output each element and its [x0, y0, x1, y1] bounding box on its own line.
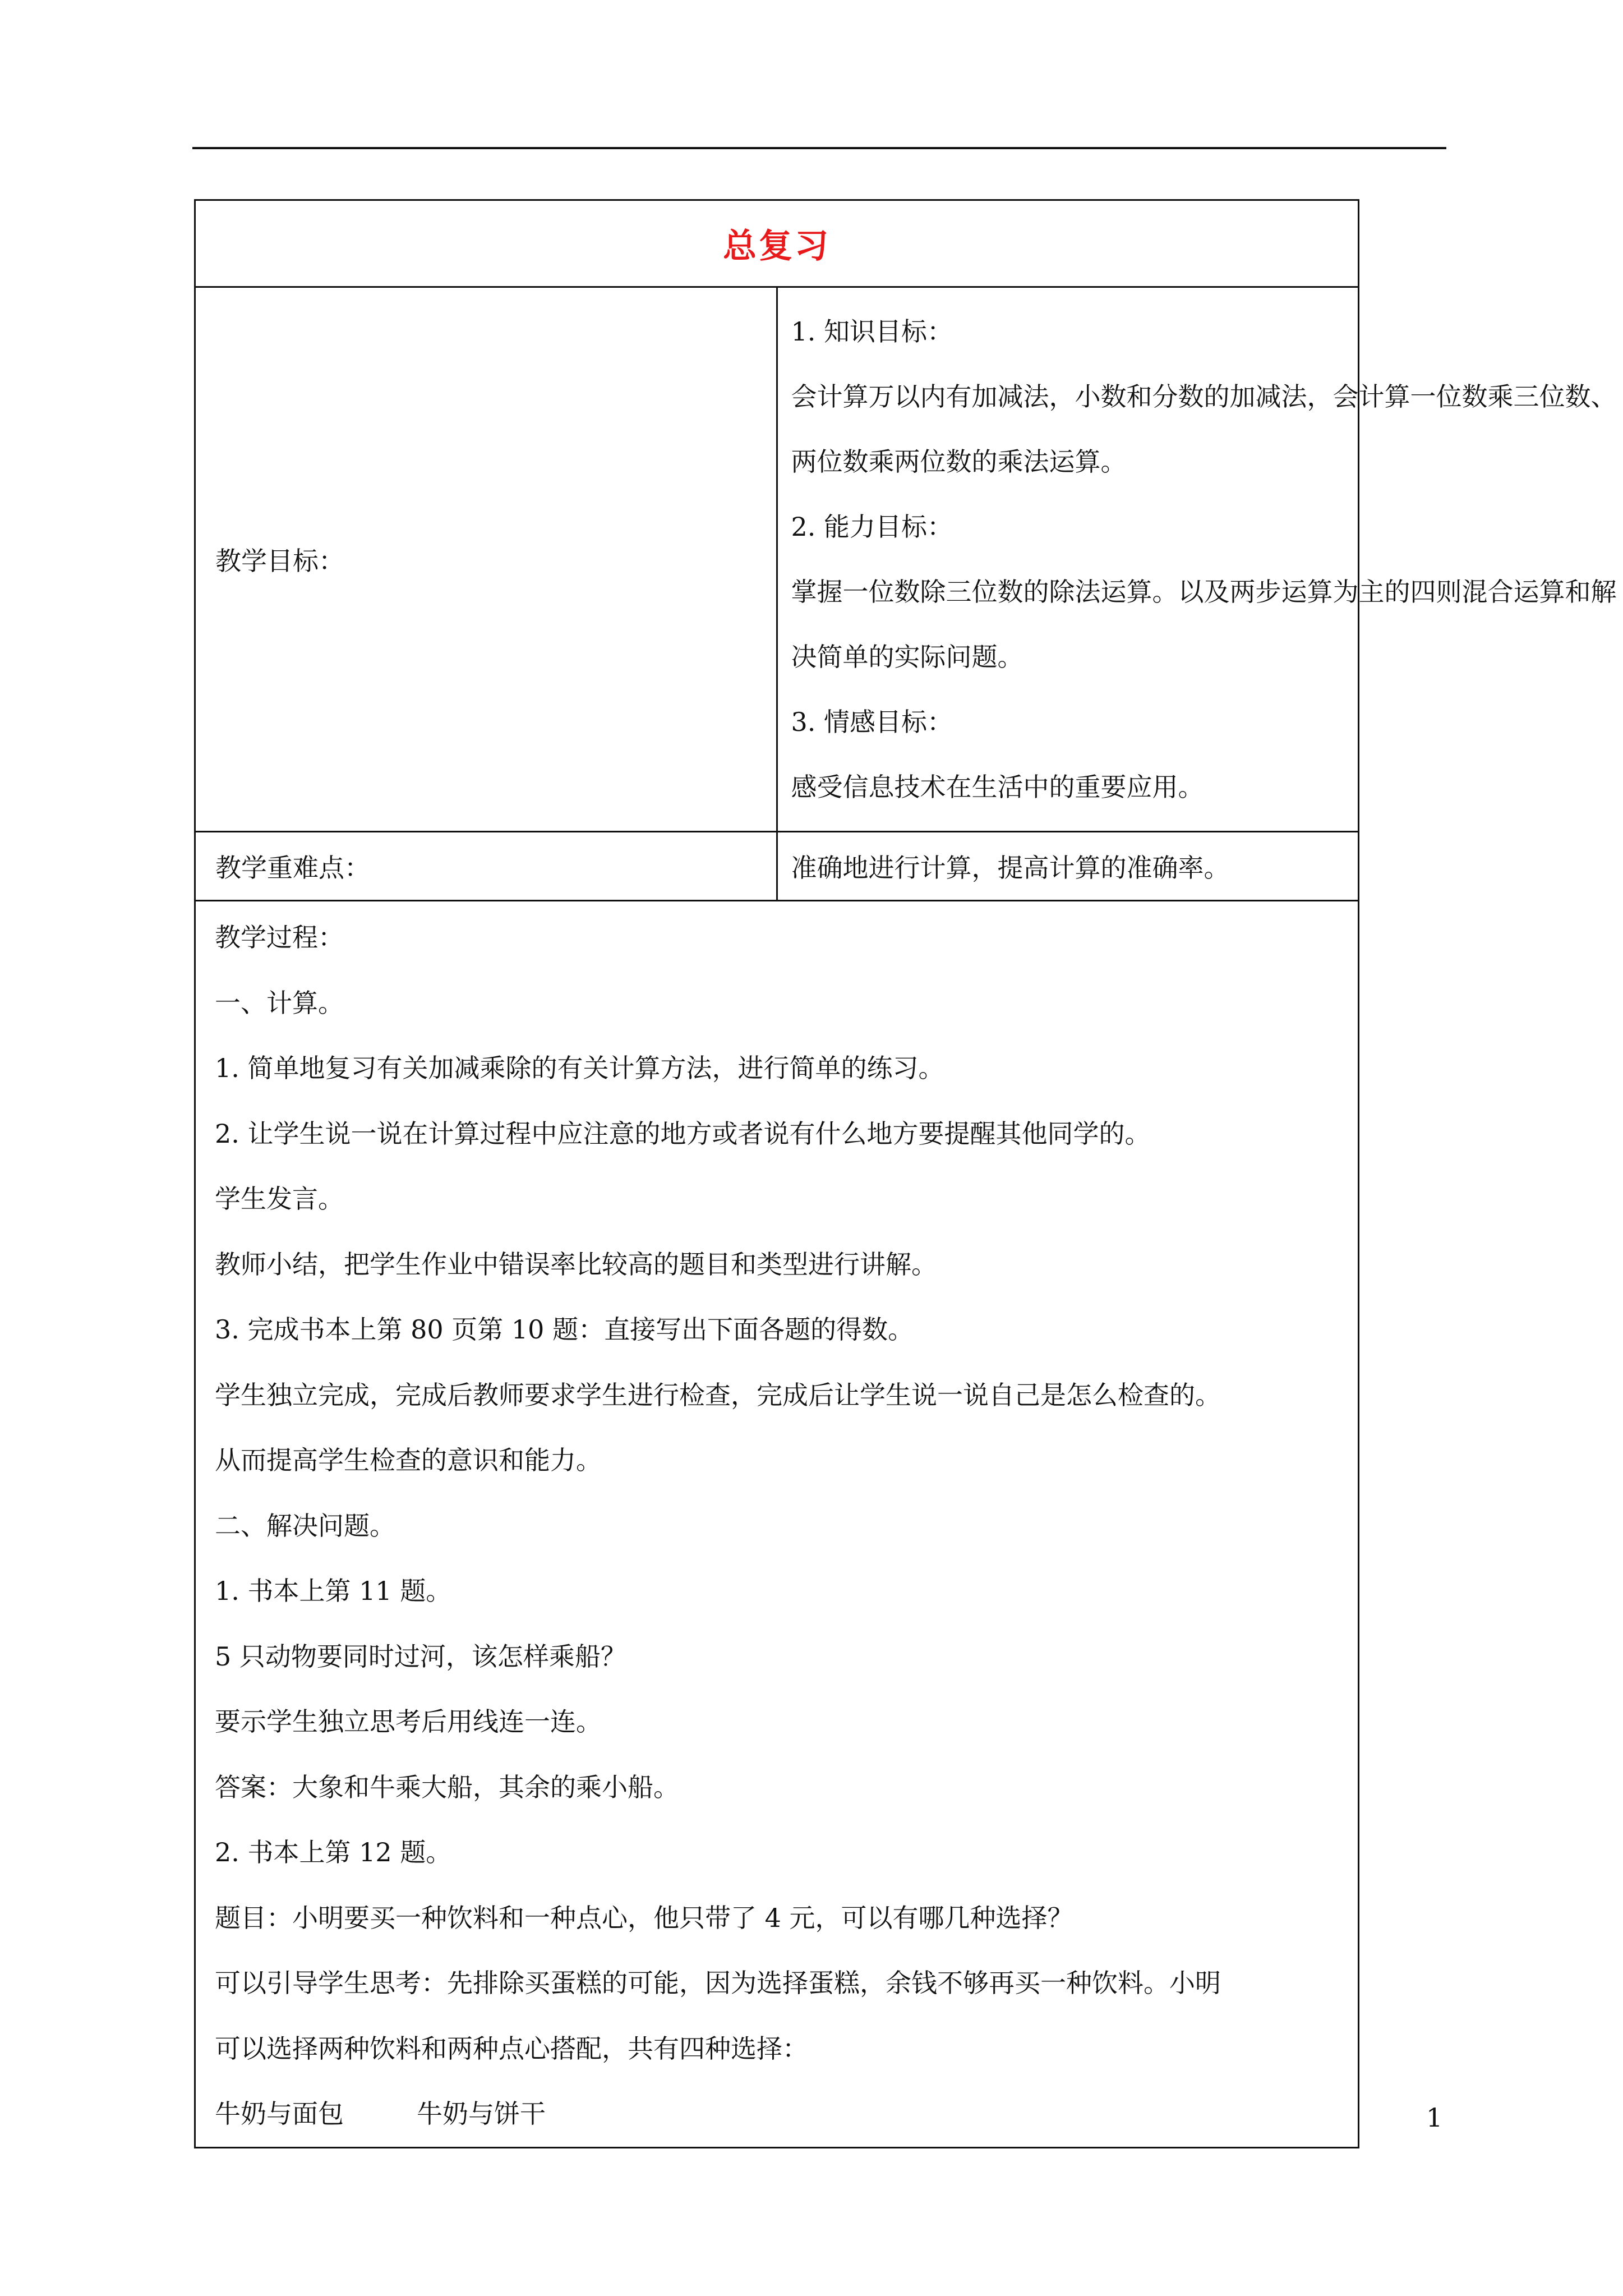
process-line: 1. 书本上第 11 题。	[215, 1576, 452, 1606]
goals-line: 会计算万以内有加减法，小数和分数的加减法，会计算一位数乘三位数、	[791, 381, 1617, 412]
goals-line: 2. 能力目标：	[791, 512, 953, 542]
process-row	[195, 901, 1359, 2148]
goals-line: 感受信息技术在生活中的重要应用。	[791, 772, 1204, 802]
key-points-row	[195, 832, 1359, 901]
goals-label: 教学目标：	[195, 287, 777, 832]
option-item: 牛奶与饼干	[417, 2099, 546, 2129]
process-line: 2. 让学生说一说在计算过程中应注意的地方或者说有什么地方要提醒其他同学的。	[215, 1118, 1151, 1149]
process-line: 可以选择两种饮料和两种点心搭配，共有四种选择：	[215, 2033, 808, 2064]
process-line: 教师小结，把学生作业中错误率比较高的题目和类型进行讲解。	[215, 1249, 937, 1280]
goals-line: 3. 情感目标：	[791, 707, 953, 737]
process-line: 从而提高学生检查的意识和能力。	[215, 1445, 602, 1475]
goals-line: 决简单的实际问题。	[791, 642, 1023, 672]
options-line	[215, 2081, 1347, 2147]
goals-line: 1. 知识目标：	[791, 316, 953, 347]
process-line: 1. 简单地复习有关加减乘除的有关计算方法，进行简单的练习。	[215, 1053, 944, 1083]
section-heading: 一、计算。	[215, 987, 344, 1018]
process-line: 题目：小明要买一种饮料和一种点心，他只带了 4 元，可以有哪几种选择？	[215, 1902, 1073, 1933]
process-line: 5 只动物要同时过河，该怎样乘船？	[215, 1641, 626, 1672]
goals-content	[777, 287, 1617, 832]
page-number: 1	[1426, 2102, 1443, 2133]
process-line: 要示学生独立思考后用线连一连。	[215, 1706, 602, 1737]
key-points-content: 准确地进行计算，提高计算的准确率。	[777, 832, 1359, 901]
option-item: 牛奶与面包	[215, 2099, 344, 2129]
process-line: 学生发言。	[215, 1184, 344, 1214]
goals-line: 两位数乘两位数的乘法运算。	[791, 447, 1127, 477]
section-heading: 二、解决问题。	[215, 1510, 395, 1541]
process-line: 答案：大象和牛乘大船，其余的乘小船。	[215, 1772, 679, 1802]
process-line: 学生独立完成，完成后教师要求学生进行检查，完成后让学生说一说自己是怎么检查的。	[215, 1379, 1221, 1410]
goals-row	[195, 287, 1359, 832]
process-line: 2. 书本上第 12 题。	[215, 1837, 452, 1867]
process-line: 可以引导学生思考：先排除买蛋糕的可能，因为选择蛋糕，余钱不够再买一种饮料。小明	[215, 1968, 1221, 1998]
process-line: 3. 完成书本上第 80 页第 10 题：直接写出下面各题的得数。	[215, 1314, 914, 1345]
header-rule	[192, 147, 1446, 149]
document-title: 总复习	[195, 200, 1359, 287]
process-content	[195, 901, 1359, 2148]
process-heading: 教学过程：	[215, 922, 344, 953]
lesson-plan-table	[194, 199, 1617, 2148]
title-row	[195, 200, 1359, 287]
goals-line: 掌握一位数除三位数的除法运算。以及两步运算为主的四则混合运算和解	[791, 577, 1617, 607]
key-points-label: 教学重难点：	[195, 832, 777, 901]
